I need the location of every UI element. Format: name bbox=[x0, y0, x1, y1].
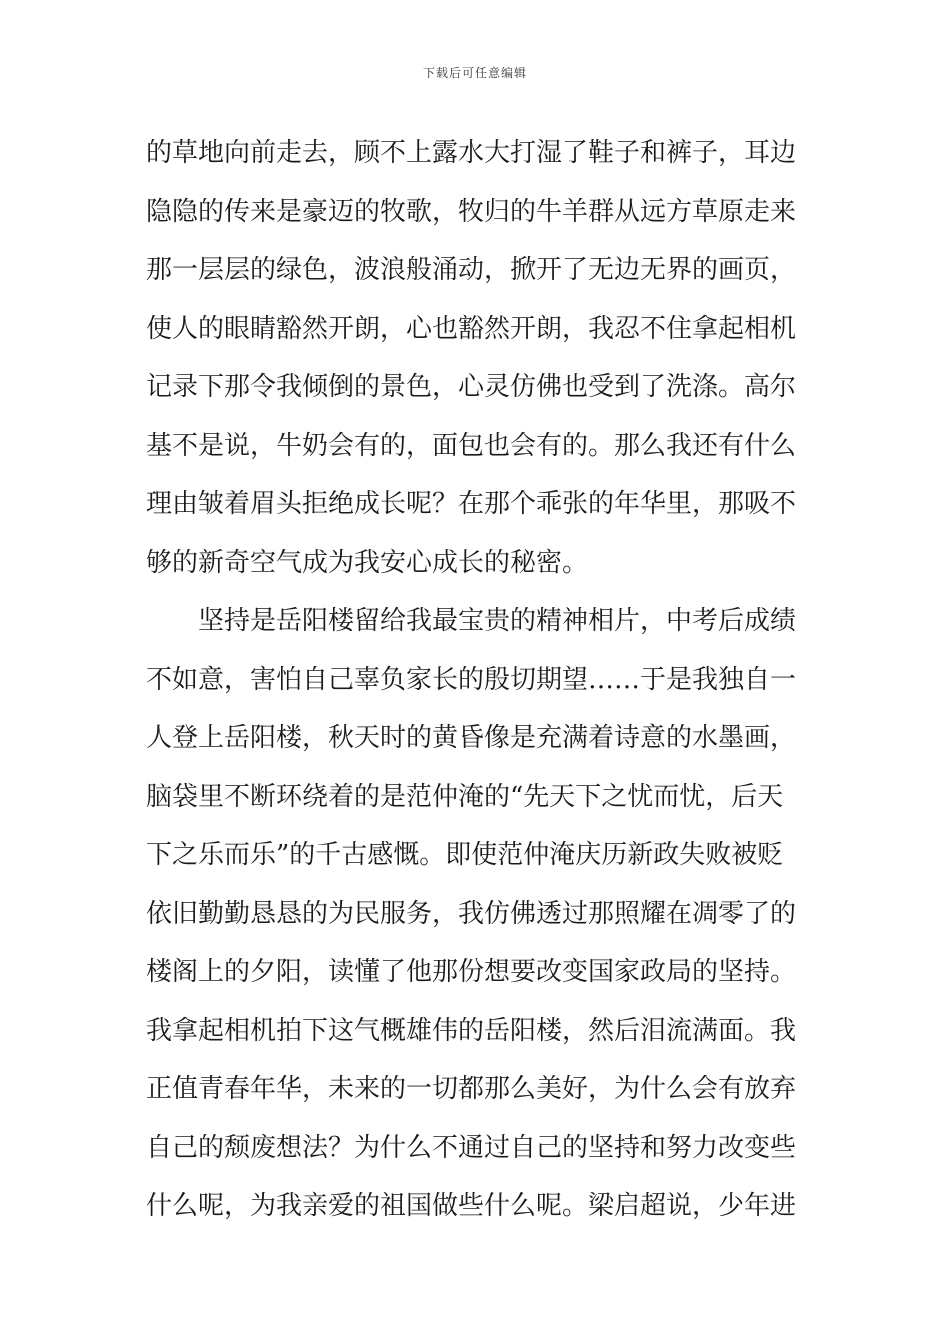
text-line: 自己的颓废想法？为什么不通过自己的坚持和努力改变些 bbox=[146, 1132, 797, 1163]
text-line: 人登上岳阳楼，秋天时的黄昏像是充满着诗意的水墨画， bbox=[146, 723, 797, 753]
text-line: 理由皱着眉头拒绝成长呢？在那个乖张的年华里，那吸不 bbox=[146, 489, 797, 519]
text-line: 够的新奇空气成为我安心成长的秘密。 bbox=[146, 547, 589, 578]
text-line: 脑袋里不断环绕着的是范仲淹的“先天下之忧而忧，后天 bbox=[146, 781, 784, 812]
text-line: 什么呢，为我亲爱的祖国做些什么呢。梁启超说，少年进 bbox=[146, 1191, 797, 1221]
text-line: 的草地向前走去，顾不上露水大打湿了鞋子和裤子，耳边 bbox=[146, 138, 797, 168]
text-line: 正值青春年华，未来的一切都那么美好，为什么会有放弃 bbox=[146, 1074, 797, 1104]
header-note: 下载后可任意编辑 bbox=[422, 66, 527, 80]
text-line: 记录下那令我倾倒的景色，心灵仿佛也受到了洗涤。高尔 bbox=[146, 372, 797, 402]
text-line: 那一层层的绿色，波浪般涌动，掀开了无边无界的画页， bbox=[146, 255, 797, 285]
text-line: 楼阁上的夕阳，读懂了他那份想要改变国家政局的坚持。 bbox=[146, 957, 797, 987]
text-line: 我拿起相机拍下这气概雄伟的岳阳楼，然后泪流满面。我 bbox=[146, 1015, 797, 1046]
text-line: 不如意，害怕自己辜负家长的殷切期望……于是我独自一 bbox=[146, 664, 797, 695]
text-line: 下之乐而乐”的千古感慨。即使范仲淹庆历新政失败被贬 bbox=[146, 840, 784, 870]
body-text bbox=[146, 124, 816, 1236]
text-line: 依旧勤勤恳恳的为民服务，我仿佛透过那照耀在凋零了的 bbox=[146, 898, 797, 929]
text-line: 坚持是岳阳楼留给我最宝贵的精神相片，中考后成绩 bbox=[146, 606, 797, 636]
text-line: 基不是说，牛奶会有的，面包也会有的。那么我还有什么 bbox=[146, 430, 797, 461]
text-line: 隐隐的传来是豪迈的牧歌，牧归的牛羊群从远方草原走来 bbox=[146, 196, 797, 227]
text-line: 使人的眼睛豁然开朗，心也豁然开朗，我忍不住拿起相机 bbox=[146, 313, 797, 344]
